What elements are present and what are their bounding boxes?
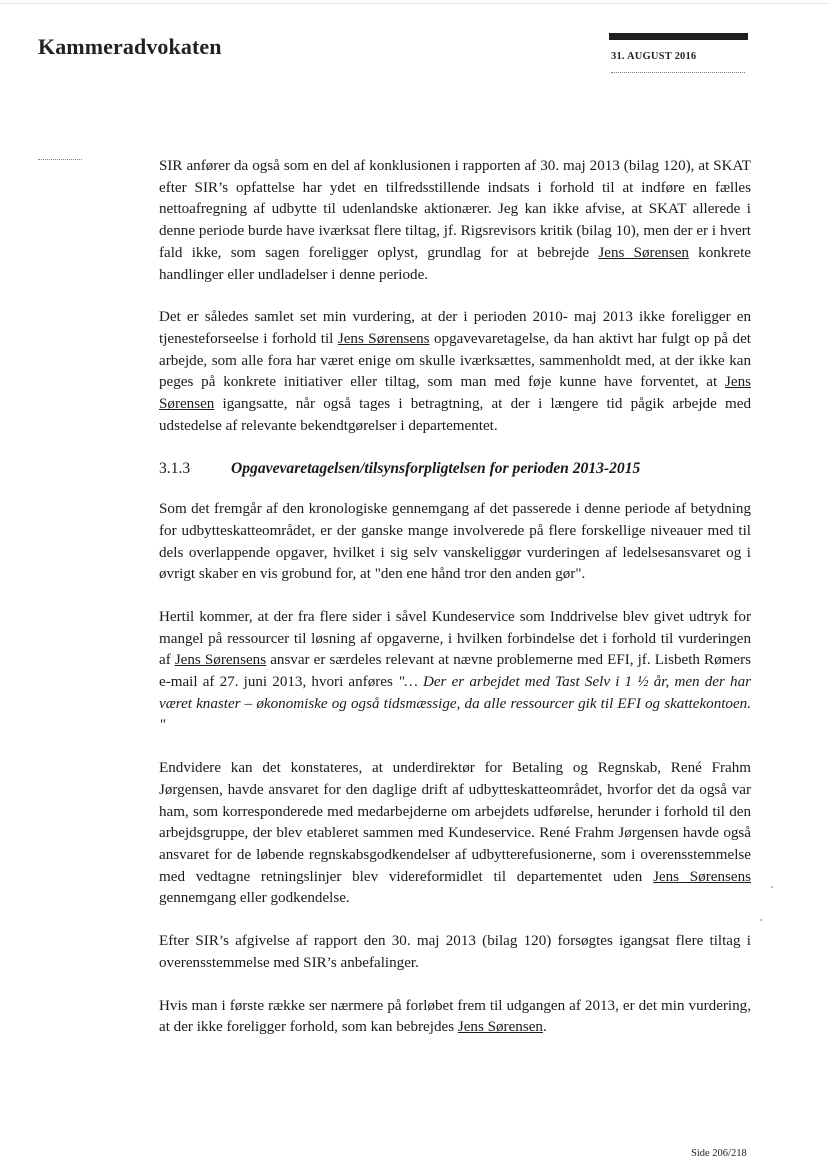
paragraph [159, 307, 751, 437]
person-name: Jens Sørensens [337, 330, 430, 347]
section-heading [159, 458, 751, 480]
header-dotted-rule [611, 72, 745, 73]
text-segment: Efter SIR’s afgivelse af rapport den 30. maj 2013 (bilag 120) forsøgtes igangsat flere tiltag i overensstemmelse med SIR’s anbefalinger. [159, 933, 751, 971]
paragraph [159, 607, 751, 737]
paragraph-group-1 [159, 156, 751, 437]
page-number: Side 206/218 [691, 1148, 747, 1159]
text-segment: Hvis man i første række ser nærmere på forløbet frem til udgangen af 2013, er det min vurdering, at der ikke foreligger forhold, som kan bebrejdes [159, 997, 751, 1036]
text-segment: SIR anfører da også som en del af konklusionen i rapporten af 30. maj 2013 (bilag 120), at SKAT efter SIR’s opfattelse har ydet en tilfredsstillende indsats i forhold til at indføre en fælles nettoafregning af udbytte til udenlandske aktionærer. Jeg kan ikke afvise, at SKAT allerede i denne periode burde have iværksat flere tiltag, jf. Rigsrevisors kritik (bilag 10), men der er i hvert fald ikke, som sagen foreligger oplyst, grundlag for at bebrejde [159, 158, 751, 261]
quoted-text: "… Der er arbejdet med Tast Selv i 1 ½ år, men der har været knaster – økonomiske og også tidsmæssige, da alle ressourcer gik til EFI og skattekontoen. " [159, 674, 752, 734]
document-body [159, 156, 751, 1060]
person-name: Jens Sørensen [457, 1019, 543, 1036]
text-segment: igangsatte, når også tages i betragtning, at der i længere tid pågik arbejde med udstedelse af relevante bekendtgørelser i departementet. [159, 396, 751, 434]
person-name: Jens Sørensen [598, 244, 689, 261]
person-name: Jens Sørensens [174, 652, 267, 669]
header-date: 31. AUGUST 2016 [611, 51, 697, 62]
section-title: Opgavevaretagelsen/tilsynsforpligtelsen for perioden 2013-2015 [231, 460, 641, 478]
text-segment: Endvidere kan det konstateres, at underdirektør for Betaling og Regnskab, René Frahm Jørgensen, havde ansvaret for den daglige drift af udbytteskatteområdet, hvorfor det da også var ham, som korresponderede med medarbejderne om arbejdets udførelse, herunder i forhold til den arbejdsgruppe, der blev etableret sammen med Kundeservice. René Frahm Jørgensen havde også ansvaret for de løbende regnskabsgodkendelser af udbytterefusionerne, som i overensstemmelse med vedtagne retningslinjer blev videreformidlet til departementet uden [159, 760, 751, 885]
scan-speck [771, 886, 773, 888]
text-segment: opgavevaretagelse, da han aktivt har fulgt op på det arbejde, som alle fora har været enige om skulle iværksættes, sammenholdt med, at der ikke kan peges på konkrete initiativer eller tiltag, som man med føje kunne have forventet, at [159, 330, 751, 391]
text-segment: . [542, 1019, 547, 1036]
paragraph [159, 758, 751, 910]
page-edge-line [0, 3, 828, 4]
person-name: Jens Sørensen [159, 374, 751, 413]
text-segment: ansvar er særdeles relevant at nævne problemerne med EFI, jf. Lisbeth Rømers e-mail af 27. juni 2013, hvori anføres [159, 652, 751, 691]
paragraph-group-2 [159, 499, 751, 1039]
text-segment: konkrete handlinger eller undladelser i denne periode. [159, 244, 751, 283]
text-segment: Som det fremgår af den kronologiske gennemgang af det passerede i denne periode af betydning for udbytteskatteområdet, er der ganske mange involverede på flere forskellige niveauer med til dels overlappende opgaver, hvilket i sig selv vanskeliggør vurderingen af ledelsesansvaret og i øvrigt skaber en vis grobund for, at "den ene hånd tror den anden gør". [159, 501, 751, 583]
paragraph [159, 996, 751, 1039]
paragraph [159, 156, 751, 286]
header-bar [609, 33, 748, 40]
paragraph [159, 931, 751, 974]
paragraph [159, 499, 751, 586]
organization-name: Kammeradvokaten [38, 34, 222, 59]
margin-dotted-rule [38, 159, 82, 160]
person-name: Jens Sørensens [653, 868, 751, 885]
scan-speck [760, 919, 762, 921]
text-segment: gennemgang eller godkendelse. [159, 890, 350, 907]
section-number: 3.1.3 [159, 460, 191, 478]
text-segment: Hertil kommer, at der fra flere sider i såvel Kundeservice som Inddrivelse blev givet udtryk for mangel på ressourcer til løsning af opgaverne, i hvilken forbindelse det i forhold til vurderingen af [159, 608, 751, 669]
text-segment: Det er således samlet set min vurdering, at der i perioden 2010- maj 2013 ikke foreligger en tjenesteforseelse i forhold til [159, 309, 751, 347]
